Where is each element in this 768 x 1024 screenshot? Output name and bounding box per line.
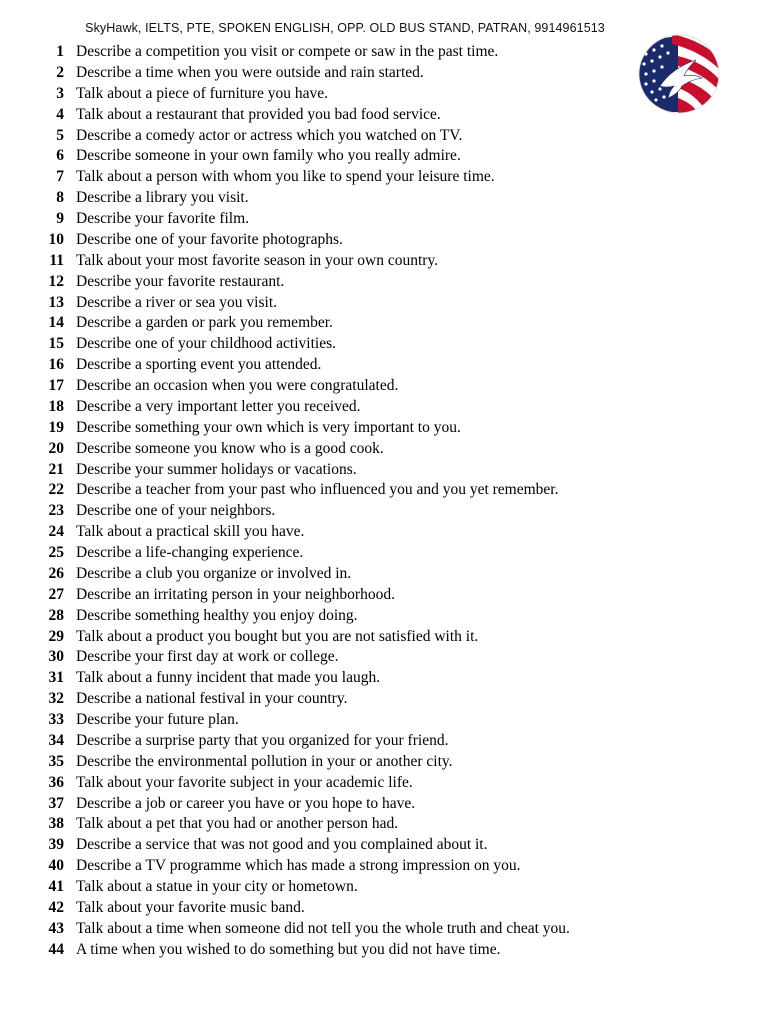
item-text: Describe your future plan. (76, 711, 239, 728)
item-number: 18 (48, 397, 64, 415)
item-text: Describe a teacher from your past who influenced you and you yet remember. (76, 481, 559, 499)
item-text: Talk about a time when someone did not tell you the whole truth and cheat you. (76, 919, 570, 937)
item-text: Describe a time when you were outside and rain started. (76, 63, 424, 81)
item-text: Describe a sporting event you attended. (76, 356, 322, 374)
item-text: Describe a competition you visit or compete or saw in the past time. (76, 43, 499, 60)
item-number: 9 (56, 210, 64, 227)
item-text: Describe the environmental pollution in your or another city. (76, 752, 453, 770)
item-number: 13 (48, 293, 64, 311)
item-text: Describe a club you organize or involved in. (76, 564, 352, 582)
item-number: 16 (48, 356, 64, 374)
item-text: Describe a garden or park you remember. (76, 314, 333, 332)
item-text: Talk about a product you bought but you are not satisfied with it. (76, 627, 479, 645)
item-number: 44 (48, 940, 64, 958)
item-text: Describe your first day at work or college. (76, 648, 339, 666)
item-text: Describe one of your neighbors. (76, 502, 276, 520)
item-text: Describe one of your favorite photographs. (76, 230, 343, 248)
item-text: Talk about a statue in your city or hometown. (76, 878, 358, 895)
item-text: Talk about a practical skill you have. (76, 523, 305, 541)
item-number: 33 (48, 711, 64, 728)
item-number: 3 (56, 84, 64, 102)
item-text: Talk about a person with whom you like to spend your leisure time. (76, 168, 495, 186)
item-text: Describe a job or career you have or you hope to have. (76, 794, 416, 812)
item-number: 5 (56, 126, 64, 144)
item-number: 26 (48, 564, 64, 582)
item-number: 21 (48, 460, 64, 478)
item-number: 7 (56, 168, 64, 186)
item-text: Describe one of your childhood activities. (76, 335, 336, 353)
item-number: 43 (48, 919, 64, 937)
item-number: 36 (48, 773, 64, 791)
item-number: 39 (48, 836, 64, 854)
eagle-flag-logo-icon (638, 34, 722, 114)
item-text: Describe a TV programme which has made a strong impression on you. (76, 857, 521, 875)
item-text: Describe an occasion when you were congratulated. (76, 377, 399, 394)
item-number: 1 (56, 43, 64, 60)
item-text: Talk about your favorite subject in your academic life. (76, 773, 413, 791)
item-number: 34 (48, 731, 64, 749)
item-text: Describe a life-changing experience. (76, 544, 304, 561)
item-text: Talk about a restaurant that provided you bad food service. (76, 105, 441, 123)
item-number: 11 (49, 251, 64, 269)
item-number: 20 (48, 439, 64, 457)
item-number: 27 (48, 585, 64, 603)
item-text: Describe a river or sea you visit. (76, 293, 278, 311)
item-text: Describe something healthy you enjoy doing. (76, 606, 358, 624)
item-number: 17 (48, 377, 64, 394)
item-number: 22 (48, 481, 64, 499)
item-text: Describe someone you know who is a good cook. (76, 439, 384, 457)
item-text: Talk about your most favorite season in your own country. (76, 251, 439, 269)
item-text: Describe your summer holidays or vacations. (76, 460, 357, 478)
item-number: 19 (48, 418, 64, 436)
item-text: Talk about a piece of furniture you have. (76, 84, 328, 102)
item-text: Describe your favorite film. (76, 210, 250, 227)
item-text: Describe a comedy actor or actress which you watched on TV. (76, 126, 463, 144)
item-number: 37 (48, 794, 64, 812)
item-text: Describe a national festival in your country. (76, 690, 348, 708)
item-number: 4 (56, 105, 64, 123)
item-text: Describe something your own which is very important to you. (76, 418, 461, 436)
page-header: SkyHawk, IELTS, PTE, SPOKEN ENGLISH, OPP. OLD BUS STAND, PATRAN, 9914961513 (85, 21, 605, 35)
item-text: Describe a surprise party that you organized for your friend. (76, 731, 449, 749)
item-text: Talk about a funny incident that made you laugh. (76, 669, 381, 687)
item-number: 15 (48, 335, 64, 353)
item-number: 41 (48, 878, 64, 895)
item-number: 29 (48, 627, 64, 645)
item-number: 8 (56, 189, 64, 207)
item-number: 32 (48, 690, 64, 708)
item-number: 12 (48, 272, 64, 290)
item-number: 6 (56, 147, 64, 165)
item-text: Describe a library you visit. (76, 189, 249, 207)
item-text: Talk about your favorite music band. (76, 898, 305, 916)
item-text: Describe a very important letter you received. (76, 397, 361, 415)
item-text: A time when you wished to do something but you did not have time. (76, 940, 501, 958)
item-text: Describe someone in your own family who you really admire. (76, 147, 461, 165)
item-number: 30 (48, 648, 64, 666)
item-number: 28 (48, 606, 64, 624)
item-number: 24 (48, 523, 64, 541)
item-number: 10 (48, 230, 64, 248)
item-text: Describe an irritating person in your neighborhood. (76, 585, 395, 603)
item-number: 31 (48, 669, 64, 687)
item-text: Describe your favorite restaurant. (76, 272, 285, 290)
item-text: Describe a service that was not good and you complained about it. (76, 836, 488, 854)
item-number: 40 (48, 857, 64, 875)
item-number: 25 (48, 544, 64, 561)
item-number: 2 (56, 63, 64, 81)
item-number: 14 (48, 314, 64, 332)
item-text: Talk about a pet that you had or another person had. (76, 815, 399, 833)
item-number: 23 (48, 502, 64, 520)
item-number: 35 (48, 752, 64, 770)
item-number: 38 (48, 815, 64, 833)
item-number: 42 (48, 898, 64, 916)
